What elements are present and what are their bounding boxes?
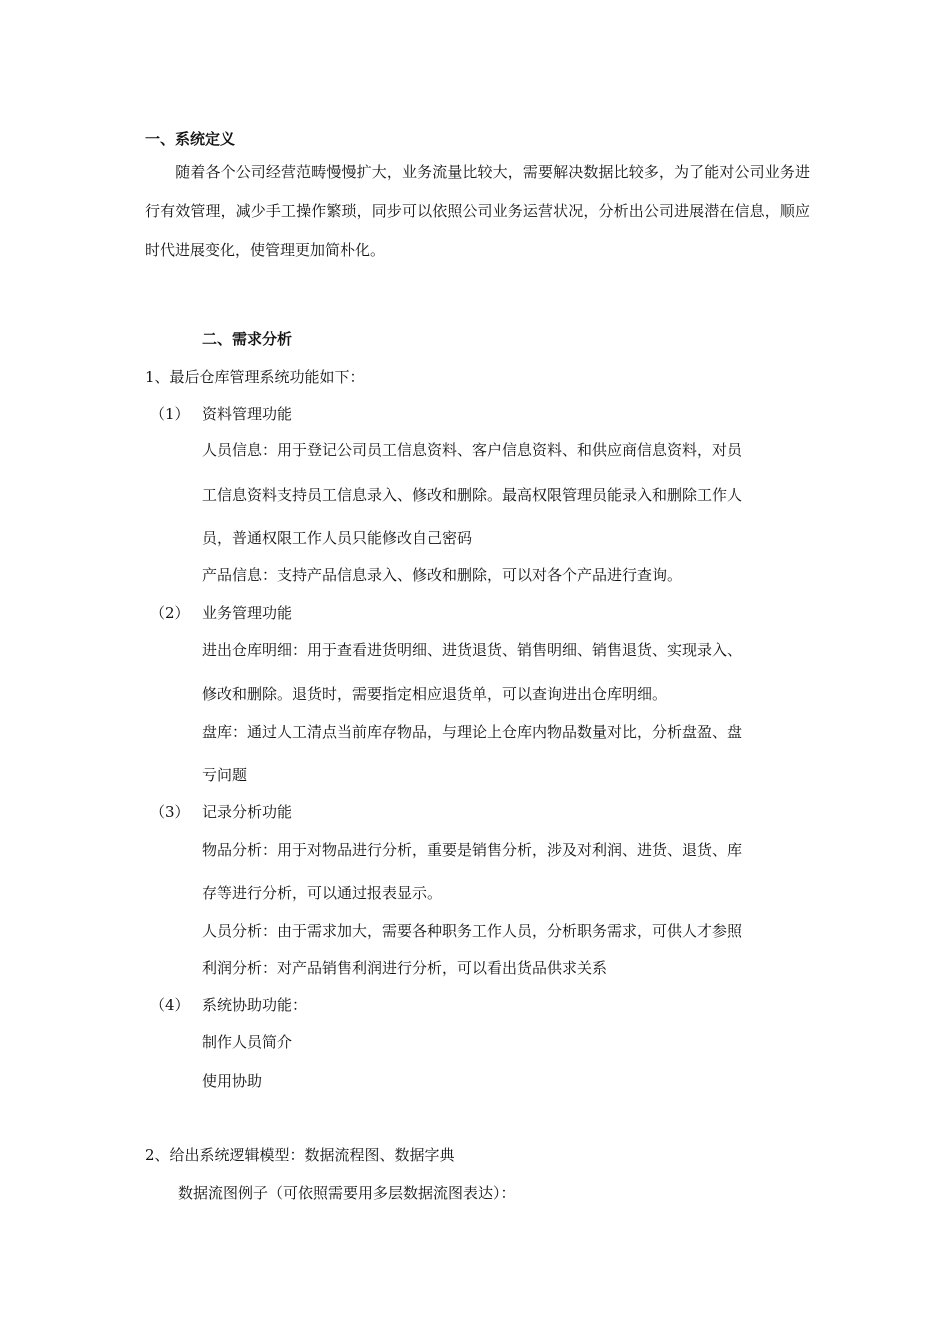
group1-title: 资料管理功能 xyxy=(202,405,293,423)
section2-heading: 二、需求分析 xyxy=(202,330,293,348)
group2-line: 进出仓库明细：用于查看进货明细、进货退货、销售明细、销售退货、实现录入、 xyxy=(202,641,743,659)
group4-line: 制作人员简介 xyxy=(202,1033,293,1051)
item2-subtitle: 数据流图例子（可依照需要用多层数据流图表达）： xyxy=(178,1184,516,1202)
group1-number: （1） xyxy=(150,405,190,423)
group2-line: 亏问题 xyxy=(202,766,248,784)
group1-line: 员，普通权限工作人员只能修改自己密码 xyxy=(202,529,473,547)
group4-line: 使用协助 xyxy=(202,1072,263,1090)
group3-line: 利润分析：对产品销售利润进行分析，可以看出货品供求关系 xyxy=(202,959,608,977)
group4-number: （4） xyxy=(150,996,190,1014)
item1-title: 1、最后仓库管理系统功能如下： xyxy=(145,368,365,386)
group3-line: 物品分析：用于对物品进行分析，重要是销售分析，涉及对利润、进货、退货、库 xyxy=(202,841,743,859)
group2-line: 盘库：通过人工清点当前库存物品，与理论上仓库内物品数量对比，分析盘盈、盘 xyxy=(202,723,743,741)
group2-line: 修改和删除。退货时，需要指定相应退货单，可以查询进出仓库明细。 xyxy=(202,685,668,703)
group3-title: 记录分析功能 xyxy=(202,803,293,821)
group3-line: 人员分析：由于需求加大，需要各种职务工作人员，分析职务需求，可供人才参照 xyxy=(202,922,743,940)
group2-title: 业务管理功能 xyxy=(202,604,293,622)
group3-line: 存等进行分析，可以通过报表显示。 xyxy=(202,884,443,902)
group1-line: 人员信息：用于登记公司员工信息资料、客户信息资料、和供应商信息资料，对员 xyxy=(202,441,743,459)
section1-paragraph: 随着各个公司经营范畴慢慢扩大，业务流量比较大，需要解决数据比较多，为了能对公司业务进行有效管理，减少手工操作繁琐，同步可以依照公司业务运营状况，分析出公司进展潜在信息，顺应时代进展变化，使管理更加简朴化。 xyxy=(145,163,810,259)
group2-number: （2） xyxy=(150,604,190,622)
section1-heading: 一、系统定义 xyxy=(145,130,236,148)
group1-line: 产品信息：支持产品信息录入、修改和删除，可以对各个产品进行查询。 xyxy=(202,566,683,584)
group4-title: 系统协助功能： xyxy=(202,996,308,1014)
item2-title: 2、给出系统逻辑模型：数据流程图、数据字典 xyxy=(145,1146,455,1164)
group3-number: （3） xyxy=(150,803,190,821)
group1-line: 工信息资料支持员工信息录入、修改和删除。最高权限管理员能录入和删除工作人 xyxy=(202,486,743,504)
